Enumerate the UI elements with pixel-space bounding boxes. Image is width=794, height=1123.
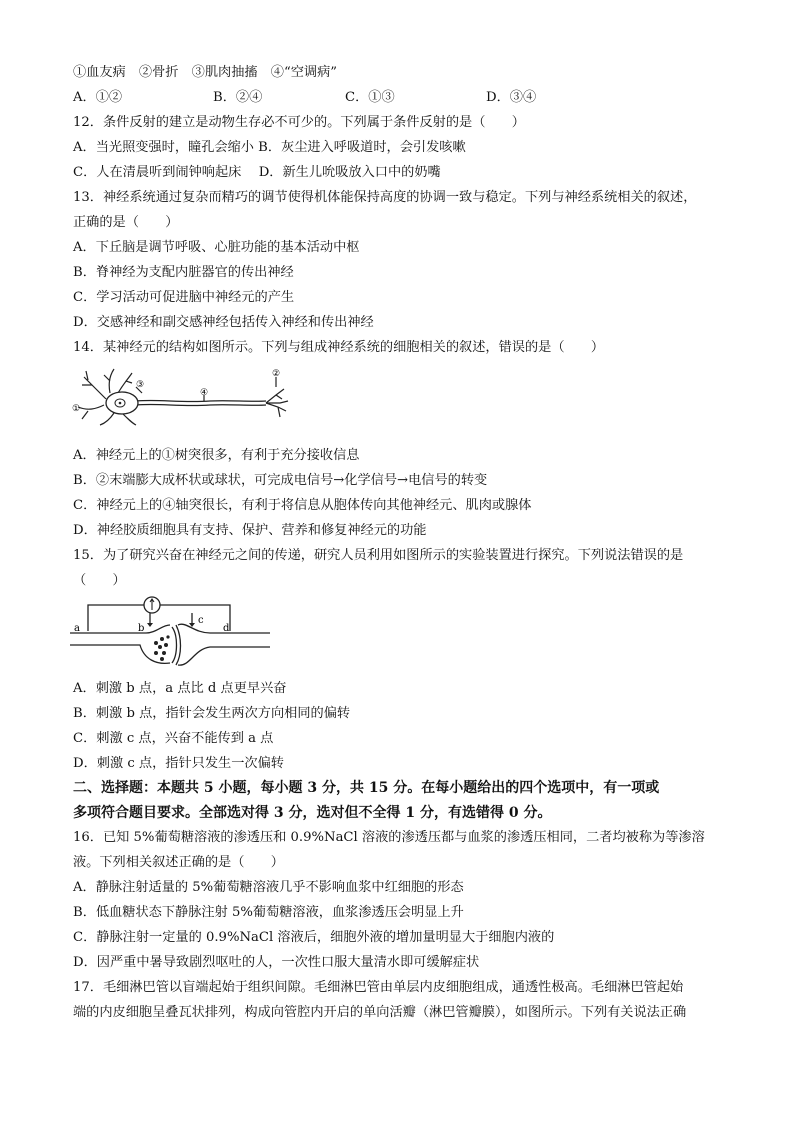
q16-stem-line1: 16．已知 5%葡萄糖溶液的渗透压和 0.9%NaCl 溶液的渗透压都与血浆的渗透压相同，二者均被称为等渗溶 — [73, 830, 705, 845]
q15-stem-line1: 15．为了研究兴奋在神经元之间的传递，研究人员利用如图所示的实验装置进行探究。下列说法错误的是 — [73, 548, 684, 563]
option-a: A．①② — [73, 90, 123, 105]
q14-option-c: C．神经元上的④轴突很长，有利于将信息从胞体传向其他神经元、肌肉或腺体 — [73, 498, 532, 513]
q12-stem: 12．条件反射的建立是动物生存必不可少的。下列属于条件反射的是（ ） — [73, 115, 525, 130]
label-c: c — [198, 615, 204, 626]
option-d: D．③④ — [486, 90, 537, 105]
q16-stem-line2: 液。下列相关叙述正确的是（ ） — [73, 855, 284, 870]
option-b: B．②④ — [213, 90, 263, 105]
q14-option-b: B．②末端膨大成杯状或球状，可完成电信号→化学信号→电信号的转变 — [73, 473, 488, 488]
q13-option-a: A．下丘脑是调节呼吸、心脏功能的基本活动中枢 — [73, 240, 360, 255]
option-c: C．①③ — [345, 90, 395, 105]
label-b: b — [138, 623, 145, 634]
q16-option-c: C．静脉注射一定量的 0.9%NaCl 溶液后，细胞外液的增加量明显大于细胞内液的 — [73, 930, 555, 945]
q16-option-a: A．静脉注射适量的 5%葡萄糖溶液几乎不影响血浆中红细胞的形态 — [73, 880, 464, 895]
section2-heading-line1: 二、选择题：本题共 5 小题，每小题 3 分，共 15 分。在每小题给出的四个选项中，有一项或 — [73, 780, 660, 796]
q13-option-b: B．脊神经为支配内脏器官的传出神经 — [73, 265, 294, 280]
q15-option-b: B．刺激 b 点，指针会发生两次方向相同的偏转 — [73, 706, 351, 721]
label-d: d — [223, 623, 230, 634]
q13-stem-line2: 正确的是（ ） — [73, 215, 179, 230]
q17-stem-line2: 端的内皮细胞呈叠瓦状排列，构成向管腔内开启的单向活瓣（淋巴管瓣膜），如图所示。下列有关说法正确 — [73, 1005, 687, 1020]
q14-option-d: D．神经胶质细胞具有支持、保护、营养和修复神经元的功能 — [73, 523, 427, 538]
prev-question-options — [73, 89, 536, 107]
q12-options-ab: A．当光照变强时，瞳孔会缩小 B．灰尘进入呼吸道时，会引发咳嗽 — [73, 140, 466, 155]
label-3: ③ — [136, 380, 145, 390]
label-2: ② — [272, 369, 281, 379]
q12-options-cd: C．人在清晨听到闹钟响起床 D．新生儿吮吸放入口中的奶嘴 — [73, 165, 441, 180]
q13-option-d: D．交感神经和副交感神经包括传入神经和传出神经 — [73, 315, 374, 330]
prev-question-items: ①血友病 ②骨折 ③肌肉抽搐 ④“空调病” — [73, 65, 338, 80]
q15-option-c: C．刺激 c 点，兴奋不能传到 a 点 — [73, 731, 274, 746]
section2-heading-line2: 多项符合题目要求。全部选对得 3 分，选对但不全得 1 分，有选错得 0 分。 — [73, 805, 552, 821]
q14-stem: 14．某神经元的结构如图所示。下列与组成神经系统的细胞相关的叙述，错误的是（ ） — [73, 340, 605, 355]
label-a: a — [74, 623, 80, 634]
q16-option-b: B．低血糖状态下静脉注射 5%葡萄糖溶液，血浆渗透压会明显上升 — [73, 905, 464, 920]
q13-option-c: C．学习活动可促进脑中神经元的产生 — [73, 290, 295, 305]
q16-option-d: D．因严重中暑导致剧烈呕吐的人，一次性口服大量清水即可缓解症状 — [73, 955, 480, 970]
q15-stem-line2: （ ） — [73, 573, 126, 588]
q17-stem-line1: 17．毛细淋巴管以盲端起始于组织间隙。毛细淋巴管由单层内皮细胞组成，通透性极高。毛细淋巴管起始 — [73, 980, 684, 995]
q13-stem-line1: 13．神经系统通过复杂而精巧的调节使得机体能保持高度的协调一致与稳定。下列与神经系统相关的叙述， — [73, 190, 697, 205]
synapse-figure — [70, 595, 270, 670]
neuron-figure — [70, 365, 300, 427]
q15-option-a: A．刺激 b 点，a 点比 d 点更早兴奋 — [73, 681, 287, 696]
label-1: ① — [72, 404, 81, 414]
q14-option-a: A．神经元上的①树突很多，有利于充分接收信息 — [73, 448, 360, 463]
label-4: ④ — [200, 388, 209, 398]
q15-option-d: D．刺激 c 点，指针只发生一次偏转 — [73, 756, 284, 771]
